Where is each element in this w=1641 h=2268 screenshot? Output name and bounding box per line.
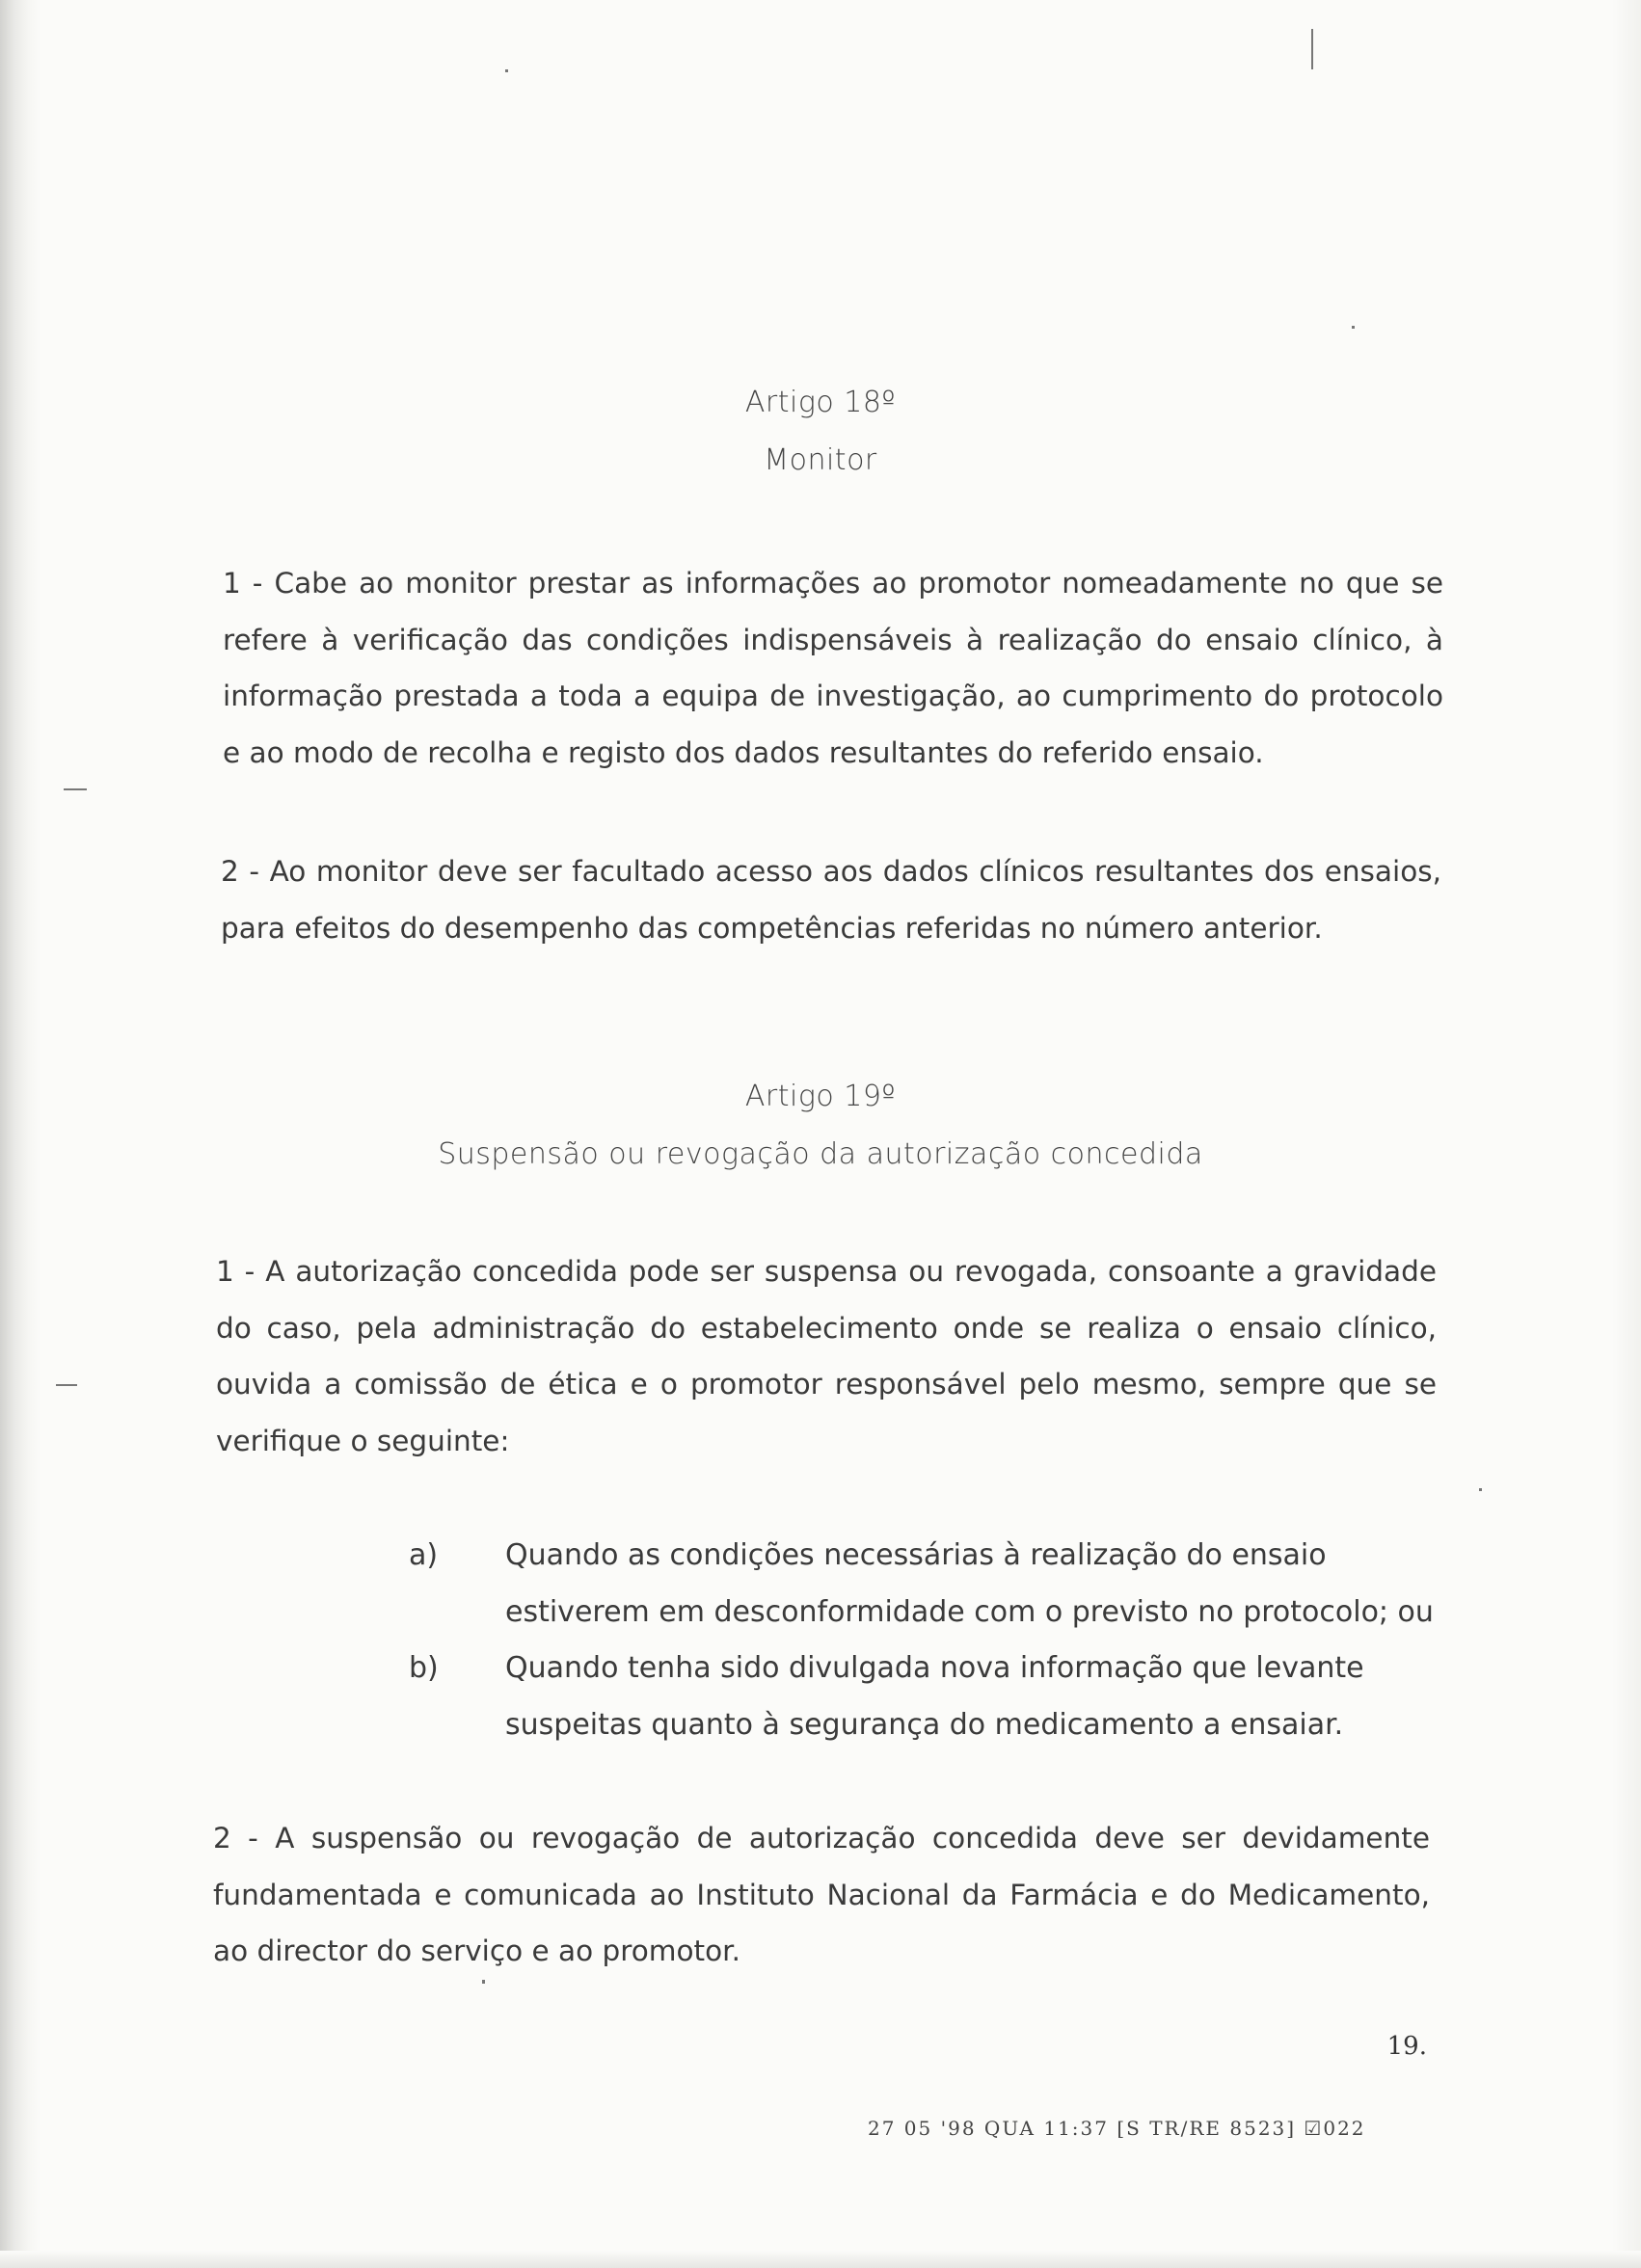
- scan-edge-bottom: [0, 2251, 1641, 2268]
- scan-speck: [1479, 1488, 1482, 1491]
- list-item-text: Quando as condições necessárias à realização do ensaio estiverem em desconformidade com o previsto no protocolo; ou: [505, 1538, 1434, 1629]
- scan-speck: [64, 788, 87, 790]
- list-marker: b): [409, 1651, 439, 1685]
- fax-transmission-footer: 27 05 '98 QUA 11:37 [S TR/RE 8523] ☑022: [868, 2117, 1366, 2140]
- article-19-paragraph-1: 1 - A autorização concedida pode ser suspensa ou revogada, consoante a gravidade do caso, pela administração do estabelecimento onde se realiza o ensaio clínico, ouvida a comissão de ética e o promotor responsável pelo mesmo, sempre que se verifique o seguinte:: [216, 1255, 1437, 1457]
- scan-speck: [56, 1384, 77, 1386]
- scan-speck: [482, 1980, 485, 1984]
- article-19-title: Artigo 19º: [744, 1080, 897, 1113]
- scan-edge-left: [0, 0, 40, 2268]
- page-number: 19.: [1386, 2032, 1427, 2061]
- scan-speck: [505, 69, 508, 72]
- article-18-paragraph-2: 2 - Ao monitor deve ser facultado acesso aos dados clínicos resultantes dos ensaios, para efeitos do desempenho das competências referidas no número anterior.: [221, 855, 1441, 945]
- article-19-subtitle: Suspensão ou revogação da autorização concedida: [438, 1137, 1203, 1171]
- scan-speck: [1352, 326, 1355, 329]
- scan-edge-right: [1612, 0, 1641, 2268]
- list-marker: a): [409, 1538, 439, 1572]
- article-18-paragraph-1: 1 - Cabe ao monitor prestar as informações ao promotor nomeadamente no que se refere à verificação das condições indispensáveis à realização do ensaio clínico, à informação prestada a toda a equipa de investigação, ao cumprimento do protocolo e ao modo de recolha e registo dos dados resultantes do referido ensaio.: [223, 567, 1443, 769]
- scan-speck: [1311, 29, 1313, 69]
- article-18-title: Artigo 18º: [744, 386, 897, 419]
- list-item-text: Quando tenha sido divulgada nova informação que levante suspeitas quanto à segurança do medicamento a ensaiar.: [505, 1651, 1364, 1742]
- article-18-subtitle: Monitor: [764, 443, 877, 477]
- article-19-paragraph-2: 2 - A suspensão ou revogação de autorização concedida deve ser devidamente fundamentada e comunicada ao Instituto Nacional da Farmácia e do Medicamento, ao director do serviço e ao promotor.: [213, 1822, 1430, 1967]
